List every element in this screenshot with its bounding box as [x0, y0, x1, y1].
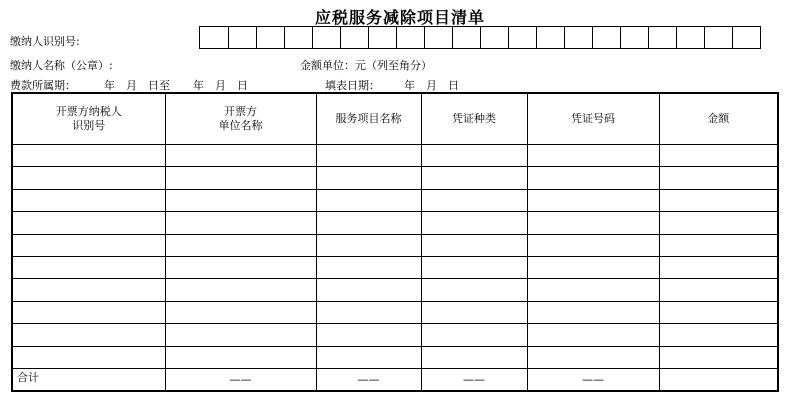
table-cell[interactable]: [659, 189, 778, 211]
taxpayer-id-digit-box[interactable]: [425, 27, 453, 49]
table-cell[interactable]: [316, 301, 421, 323]
table-row: [12, 256, 778, 278]
table-cell[interactable]: [527, 279, 659, 301]
table-cell[interactable]: [659, 301, 778, 323]
table-row: [12, 212, 778, 234]
table-row: [12, 279, 778, 301]
table-cell[interactable]: [659, 324, 778, 346]
fill-date-label: 填表日期：: [325, 79, 380, 92]
table-cell[interactable]: [316, 189, 421, 211]
period-label: 费款所属期：: [10, 79, 76, 92]
table-cell[interactable]: [421, 324, 527, 346]
taxpayer-id-label: 缴纳人识别号:: [10, 35, 80, 48]
col-issuer-name: 开票方 单位名称: [165, 93, 316, 145]
taxpayer-id-digit-box[interactable]: [453, 27, 481, 49]
table-cell[interactable]: [421, 234, 527, 256]
table-cell[interactable]: [527, 256, 659, 278]
table-cell[interactable]: [527, 301, 659, 323]
total-dash: ——: [527, 368, 659, 391]
table-cell[interactable]: [12, 145, 165, 167]
total-amount-cell[interactable]: [659, 368, 778, 391]
table-cell[interactable]: [421, 145, 527, 167]
taxpayer-id-digit-box[interactable]: [593, 27, 621, 49]
table-row: [12, 301, 778, 323]
table-cell[interactable]: [12, 189, 165, 211]
taxpayer-id-digit-box[interactable]: [677, 27, 705, 49]
amount-unit-label: 金额单位：元（列至角分）: [300, 59, 432, 72]
table-cell[interactable]: [165, 189, 316, 211]
table-cell[interactable]: [659, 212, 778, 234]
fill-date-value: 年 月 日: [404, 79, 459, 92]
table-cell[interactable]: [527, 189, 659, 211]
table-row: [12, 145, 778, 167]
total-dash: ——: [165, 368, 316, 391]
table-cell[interactable]: [421, 189, 527, 211]
table-cell[interactable]: [12, 167, 165, 189]
period-from: 年 月 日至: [104, 79, 170, 92]
taxpayer-id-digit-box[interactable]: [733, 27, 761, 49]
table-cell[interactable]: [316, 212, 421, 234]
table-cell[interactable]: [316, 346, 421, 368]
table-cell[interactable]: [316, 324, 421, 346]
table-cell[interactable]: [527, 324, 659, 346]
table-cell[interactable]: [316, 234, 421, 256]
table-cell[interactable]: [12, 234, 165, 256]
table-cell[interactable]: [421, 212, 527, 234]
table-cell[interactable]: [12, 324, 165, 346]
table-cell[interactable]: [12, 212, 165, 234]
taxpayer-id-digit-box[interactable]: [565, 27, 593, 49]
taxpayer-id-digit-box[interactable]: [313, 27, 341, 49]
table-cell[interactable]: [659, 346, 778, 368]
taxpayer-id-digit-box[interactable]: [397, 27, 425, 49]
form-title: 应税服务减除项目清单: [314, 8, 485, 27]
table-cell[interactable]: [165, 234, 316, 256]
table-cell[interactable]: [12, 279, 165, 301]
total-dash: ——: [316, 368, 421, 391]
taxpayer-id-digit-box[interactable]: [705, 27, 733, 49]
table-cell[interactable]: [527, 346, 659, 368]
table-cell[interactable]: [527, 234, 659, 256]
total-label: 合计: [12, 368, 165, 391]
table-cell[interactable]: [659, 234, 778, 256]
table-cell[interactable]: [421, 167, 527, 189]
table-cell[interactable]: [165, 279, 316, 301]
table-cell[interactable]: [527, 167, 659, 189]
table-row: [12, 189, 778, 211]
table-cell[interactable]: [421, 279, 527, 301]
total-dash: ——: [421, 368, 527, 391]
table-cell[interactable]: [165, 212, 316, 234]
table-cell[interactable]: [165, 167, 316, 189]
table-cell[interactable]: [316, 256, 421, 278]
col-amount: 金额: [659, 93, 778, 145]
table-cell[interactable]: [12, 346, 165, 368]
table-cell[interactable]: [12, 301, 165, 323]
deduction-items-table: [11, 92, 779, 392]
taxpayer-id-digit-box[interactable]: [200, 27, 229, 49]
taxpayer-id-digit-box[interactable]: [229, 27, 257, 49]
table-cell[interactable]: [316, 279, 421, 301]
table-row: [12, 324, 778, 346]
taxpayer-id-digit-box[interactable]: [481, 27, 509, 49]
col-voucher-type: 凭证种类: [421, 93, 527, 145]
table-cell[interactable]: [165, 346, 316, 368]
table-cell[interactable]: [659, 167, 778, 189]
total-row: [12, 368, 778, 391]
table-row: [12, 167, 778, 189]
table-cell[interactable]: [421, 346, 527, 368]
taxpayer-id-digit-box[interactable]: [509, 27, 537, 49]
taxpayer-id-digit-box[interactable]: [649, 27, 677, 49]
taxpayer-id-digit-box[interactable]: [537, 27, 565, 49]
table-header-row: [12, 93, 778, 145]
table-cell[interactable]: [316, 145, 421, 167]
col-issuer-taxpayer-id: 开票方纳税人 识别号: [12, 93, 165, 145]
table-cell[interactable]: [165, 256, 316, 278]
table-cell[interactable]: [659, 145, 778, 167]
table-cell[interactable]: [659, 256, 778, 278]
taxpayer-id-digit-box[interactable]: [257, 27, 285, 49]
table-cell[interactable]: [165, 301, 316, 323]
table-cell[interactable]: [316, 167, 421, 189]
table-cell[interactable]: [527, 145, 659, 167]
taxpayer-id-digit-box[interactable]: [369, 27, 397, 49]
table-cell[interactable]: [165, 145, 316, 167]
period-to: 年 月 日: [193, 79, 248, 92]
table-cell[interactable]: [527, 212, 659, 234]
taxpayer-id-digit-box[interactable]: [621, 27, 649, 49]
table-cell[interactable]: [165, 324, 316, 346]
table-row: [12, 234, 778, 256]
taxpayer-id-digit-box[interactable]: [341, 27, 369, 49]
table-cell[interactable]: [12, 256, 165, 278]
col-voucher-number: 凭证号码: [527, 93, 659, 145]
table-cell[interactable]: [659, 279, 778, 301]
taxpayer-id-digit-box[interactable]: [285, 27, 313, 49]
taxpayer-name-label: 缴纳人名称（公章）:: [10, 59, 113, 72]
table-row: [12, 346, 778, 368]
table-cell[interactable]: [421, 256, 527, 278]
table-cell[interactable]: [421, 301, 527, 323]
taxpayer-id-grid[interactable]: [199, 26, 761, 49]
col-service-item-name: 服务项目名称: [316, 93, 421, 145]
